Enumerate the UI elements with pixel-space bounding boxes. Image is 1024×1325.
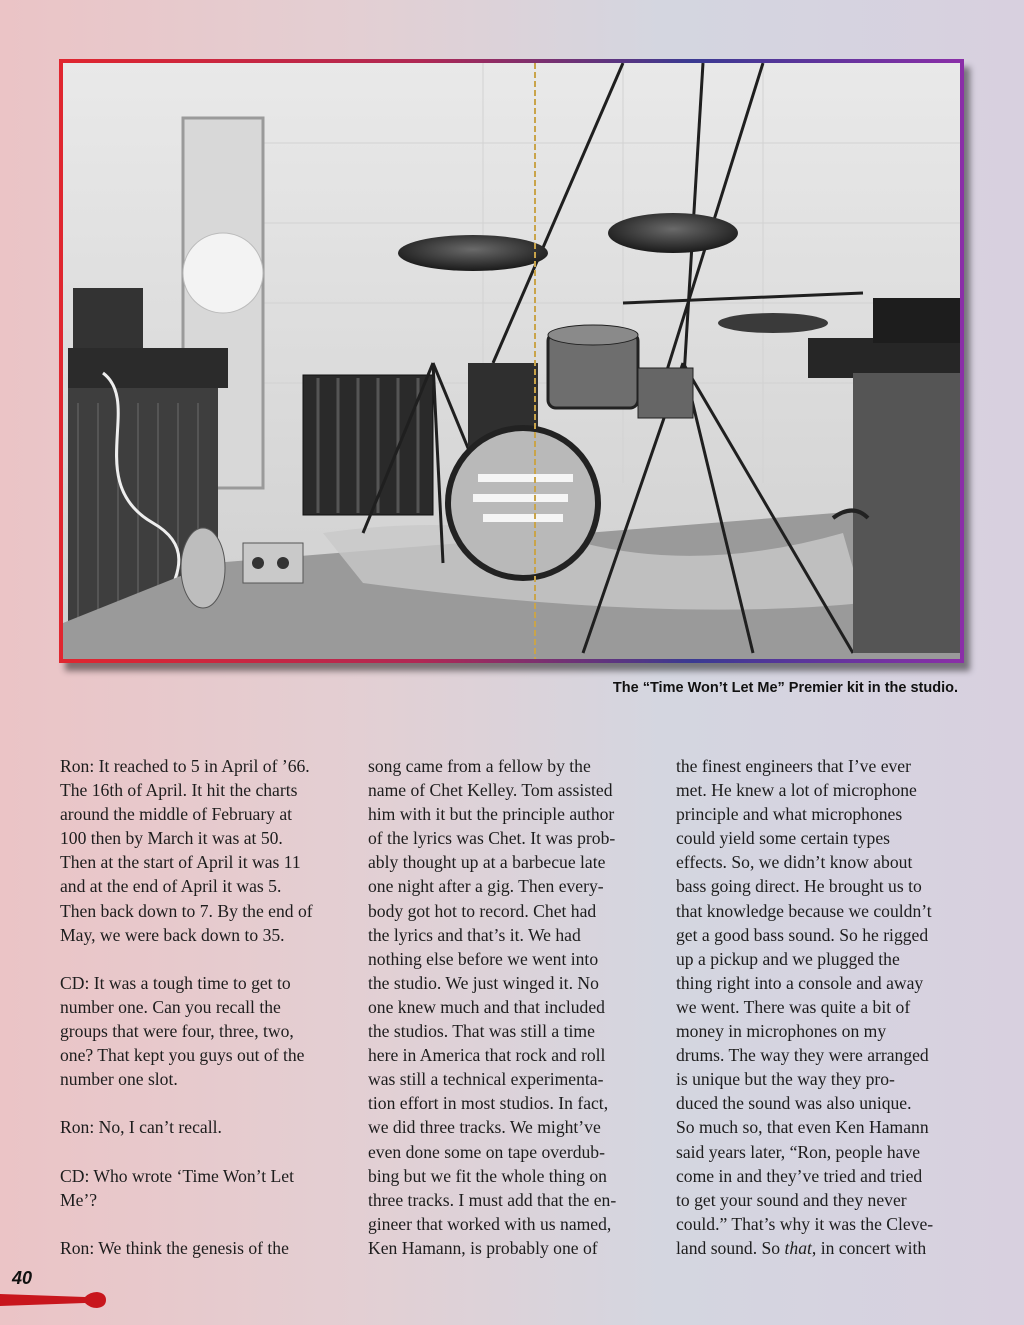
text-line: one? That kept you guys out of the: [60, 1045, 305, 1066]
text-line-start: land sound. So: [676, 1237, 785, 1258]
text-line: bass going direct. He brought us to: [676, 876, 922, 897]
text-line: Ron: It reached to 5 in April of ’66.: [60, 756, 310, 776]
text-line: duced the sound was also unique.: [676, 1093, 912, 1114]
text-line: number one slot.: [60, 1069, 178, 1090]
text-line: said years later, “Ron, people have: [676, 1141, 921, 1162]
text-line: drums. The way they were arranged: [676, 1045, 929, 1066]
text-line: and at the end of April it was 5.: [60, 876, 282, 897]
text-line: nothing else before we went into: [368, 948, 599, 969]
text-line: May, we were back down to 35.: [60, 924, 285, 945]
paragraph-gap: [60, 1140, 355, 1164]
text-line: song came from a fellow by the: [368, 756, 591, 776]
text-line: the studio. We just winged it. No: [368, 972, 599, 993]
text-line: Ken Hamann, is probably one of: [368, 1237, 598, 1258]
text-line: met. He knew a lot of microphone: [676, 780, 917, 801]
text-line-last: [676, 1236, 971, 1260]
text-line: is unique but the way they pro-: [676, 1069, 895, 1090]
text-line: up a pickup and we plugged the: [676, 948, 900, 969]
text-line: CD: Who wrote ‘Time Won’t Let: [60, 1165, 294, 1186]
text-line: could yield some certain types: [676, 828, 890, 849]
text-line: come in and they’ve tried and tried: [676, 1165, 923, 1186]
text-line: here in America that rock and roll: [368, 1045, 606, 1066]
paragraph-gap: [60, 947, 355, 971]
text-line: around the middle of February at: [60, 804, 293, 825]
text-line: ably thought up at a barbecue late: [368, 852, 606, 873]
text-column-1: [60, 754, 355, 1260]
text-line: him with it but the principle author: [368, 804, 615, 825]
text-line: could.” That’s why it was the Cleve-: [676, 1213, 934, 1234]
text-line: was still a technical experimenta-: [368, 1069, 604, 1090]
text-line: name of Chet Kelley. Tom assisted: [368, 780, 613, 801]
text-line: one night after a gig. Then every-: [368, 876, 604, 897]
photo-caption: The “Time Won’t Let Me” Premier kit in the studio.: [612, 680, 958, 696]
text-line: money in microphones on my: [676, 1021, 887, 1042]
text-line: that knowledge because we couldn’t: [676, 900, 932, 921]
text-line: even done some on tape overdub-: [368, 1141, 605, 1162]
page-number: 40: [12, 1268, 33, 1288]
text-line-end: , in concert with: [811, 1237, 927, 1258]
paragraph-gap: [60, 1212, 355, 1236]
text-line: number one. Can you recall the: [60, 996, 281, 1017]
text-line: The 16th of April. It hit the charts: [60, 780, 298, 801]
text-line: body got hot to record. Chet had: [368, 900, 597, 921]
drum-kit-photo-illustration: [63, 63, 960, 659]
text-line: the lyrics and that’s it. We had: [368, 924, 581, 945]
text-column-3: [676, 754, 971, 1260]
text-line: CD: It was a tough time to get to: [60, 972, 291, 993]
text-line: principle and what microphones: [676, 804, 903, 825]
text-line: the finest engineers that I’ve ever: [676, 756, 911, 776]
text-line: effects. So, we didn’t know about: [676, 852, 913, 873]
text-line: get a good bass sound. So he rigged: [676, 924, 929, 945]
text-line: Then back down to 7. By the end of: [60, 900, 313, 921]
text-line: bing but we fit the whole thing on: [368, 1165, 607, 1186]
text-line: tion effort in most studios. In fact,: [368, 1093, 609, 1114]
paragraph-gap: [60, 1091, 355, 1115]
text-line: gineer that worked with us named,: [368, 1213, 612, 1234]
text-line: 100 then by March it was at 50.: [60, 828, 283, 849]
text-line: three tracks. I must add that the en-: [368, 1189, 617, 1210]
text-line: one knew much and that included: [368, 996, 605, 1017]
text-line: groups that were four, three, two,: [60, 1021, 294, 1042]
text-line: thing right into a console and away: [676, 972, 924, 993]
text-line: Ron: No, I can’t recall.: [60, 1117, 222, 1138]
text-line: Me’?: [60, 1189, 98, 1210]
text-line: the studios. That was still a time: [368, 1021, 595, 1042]
text-line: we did three tracks. We might’ve: [368, 1117, 601, 1138]
text-line: Then at the start of April it was 11: [60, 852, 301, 873]
drumstick-icon: [0, 1288, 110, 1312]
italic-emphasis: that: [784, 1237, 812, 1258]
text-line: to get your sound and they never: [676, 1189, 907, 1210]
text-line: Ron: We think the genesis of the: [60, 1237, 289, 1258]
text-line: we went. There was quite a bit of: [676, 996, 911, 1017]
studio-photo: [59, 59, 964, 663]
text-line: of the lyrics was Chet. It was prob-: [368, 828, 616, 849]
text-column-2: [368, 754, 663, 1260]
text-line: So much so, that even Ken Hamann: [676, 1117, 929, 1138]
